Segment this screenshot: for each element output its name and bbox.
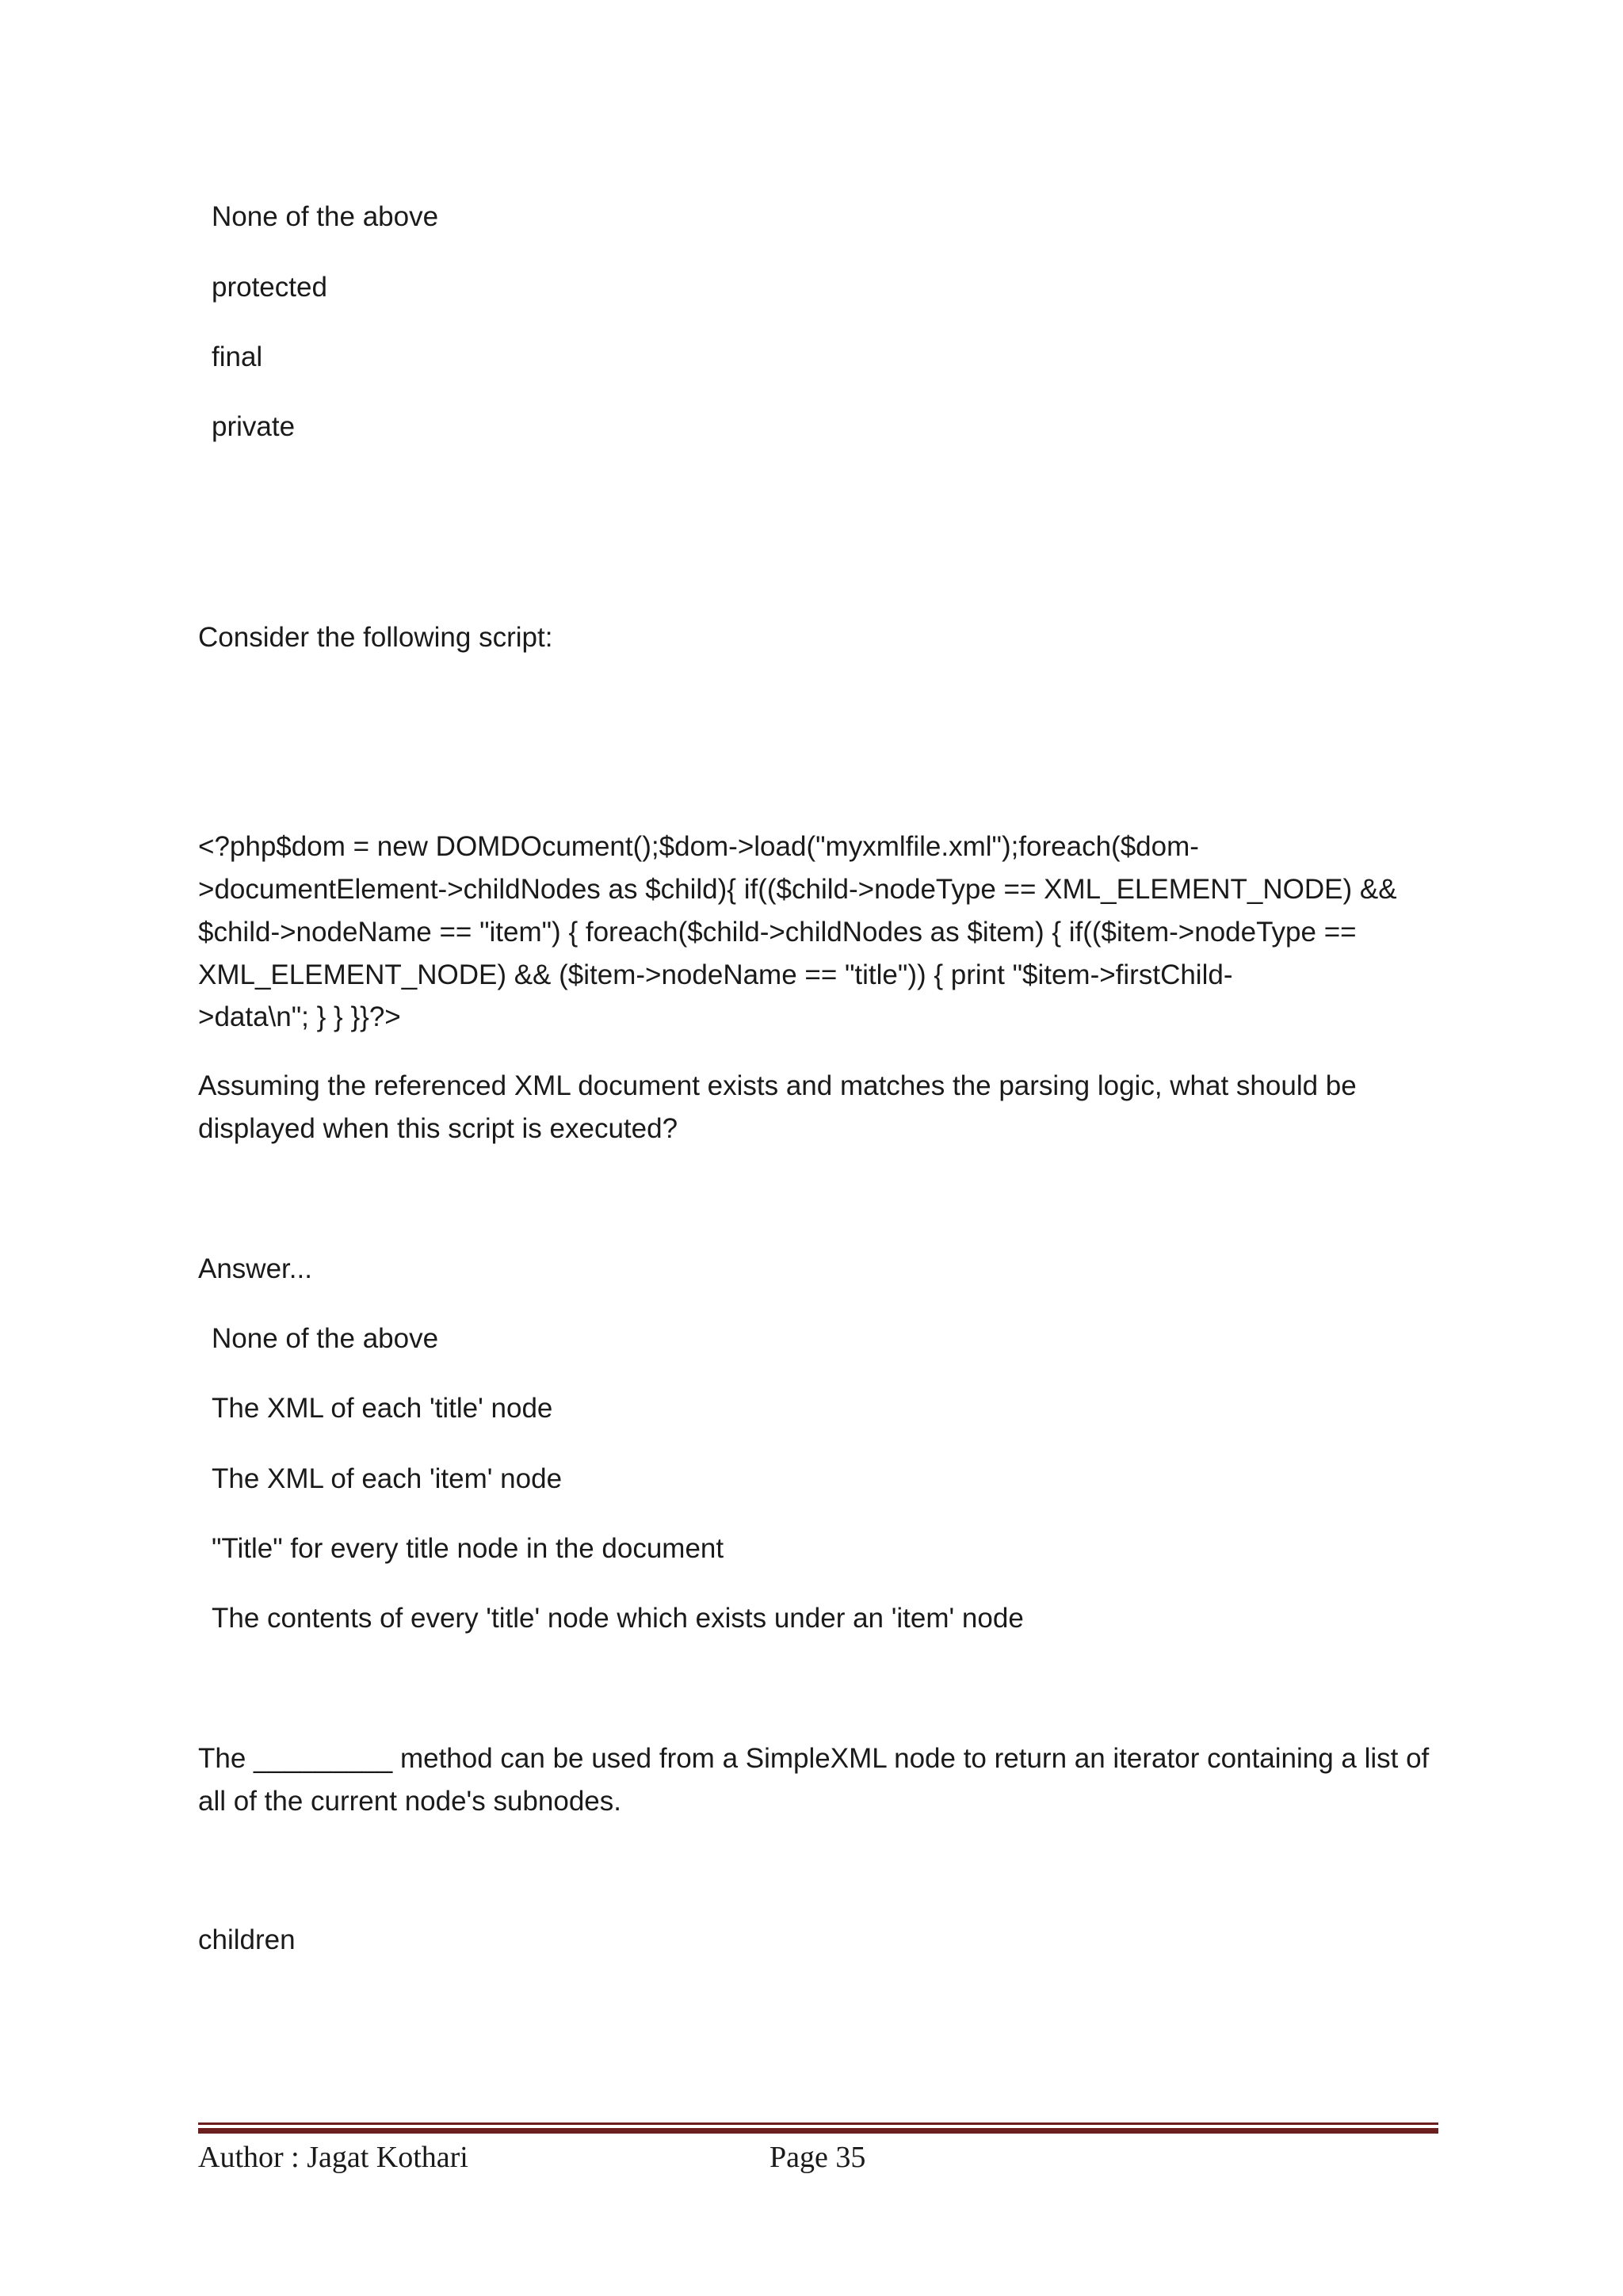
footer-page-number: Page 35 <box>769 2141 866 2174</box>
prev-option-1: None of the above <box>212 201 439 232</box>
answer-option-5: The contents of every 'title' node which exists under an 'item' node <box>212 1603 1024 1634</box>
prev-option-3: final <box>212 341 263 372</box>
prev-option-4: private <box>212 411 296 442</box>
code-line: >documentElement->childNodes as $child){ if(($child->nodeType == XML_ELEMENT_NODE) && <box>198 874 1397 905</box>
answer-option-1: None of the above <box>212 1323 439 1354</box>
answer-option-2: The XML of each 'title' node <box>212 1393 553 1424</box>
footer-author: Author : Jagat Kothari <box>198 2141 468 2174</box>
prev-option-2: protected <box>212 272 327 303</box>
code-line: <?php$dom = new DOMDOcument();$dom->load("myxmlfile.xml");foreach($dom- <box>198 831 1199 862</box>
answer-option-3: The XML of each 'item' node <box>212 1463 563 1494</box>
question-intro: Consider the following script: <box>198 622 553 653</box>
answer-option-4: "Title" for every title node in the document <box>212 1533 724 1564</box>
code-line: $child->nodeName == "item") { foreach($child->childNodes as $item) { if(($item->nodeType == <box>198 917 1357 948</box>
question-text: Assuming the referenced XML document exists and matches the parsing logic, what should be displayed when this script is executed? <box>198 1070 1357 1144</box>
code-line: XML_ELEMENT_NODE) && ($item->nodeName == "title")) { print "$item->firstChild- <box>198 959 1233 990</box>
question-2-text: The _________ method can be used from a SimpleXML node to return an iterator containing a list of all of the current node's subnodes. <box>198 1743 1430 1817</box>
footer-rule <box>198 2122 1438 2134</box>
code-line: >data\n"; } } }}?> <box>198 1001 401 1032</box>
answer-label: Answer... <box>198 1253 312 1284</box>
question-2-answer: children <box>198 1924 296 1955</box>
